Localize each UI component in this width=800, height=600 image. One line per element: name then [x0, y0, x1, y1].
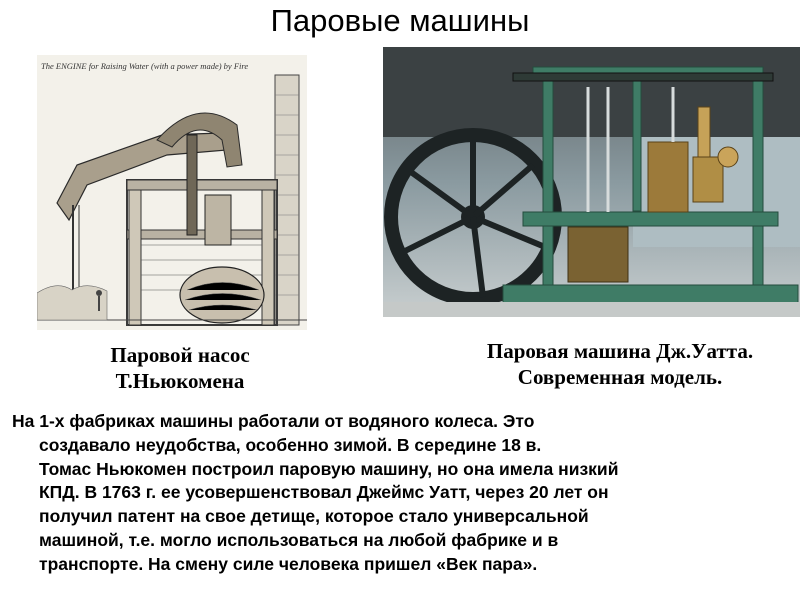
- watt-caption: [440, 338, 800, 390]
- body-line: получил патент на свое детище, которое стало универсальной: [39, 506, 589, 527]
- body-paragraph: [12, 410, 788, 577]
- newcomen-engine-engraving: [37, 55, 307, 330]
- body-line: КПД. В 1763 г. ее усовершенствовал Джеймс Уатт, через 20 лет он: [39, 482, 609, 503]
- watt-engine-model-drawing: [383, 47, 800, 317]
- body-line: транспорте. На смену силе человека пришел «Век пара».: [39, 553, 538, 574]
- newcomen-caption-line-1: Паровой насос: [110, 343, 250, 367]
- body-line: создавало неудобства, особенно зимой. В середине 18 в.: [39, 434, 542, 455]
- body-line: На 1-х фабриках машины работали от водяного колеса. Это: [12, 411, 535, 431]
- slide-title: Паровые машины: [270, 3, 530, 38]
- newcomen-caption: [60, 342, 300, 394]
- watt-caption-line-2: Современная модель.: [517, 365, 723, 389]
- body-line: Томас Ньюкомен построил паровую машину, но она имела низкий: [39, 458, 619, 479]
- body-line: машиной, т.е. могло использоваться на любой фабрике и в: [39, 529, 559, 550]
- engraving-caption: The ENGINE for Raising Water (with a power made) by Fire: [41, 61, 249, 71]
- watt-caption-line-1: Паровая машина Дж.Уатта.: [486, 339, 754, 363]
- newcomen-engine-drawing: [37, 55, 307, 330]
- newcomen-caption-line-2: Т.Ньюкомена: [115, 369, 245, 393]
- watt-engine-model-photo: [383, 47, 800, 317]
